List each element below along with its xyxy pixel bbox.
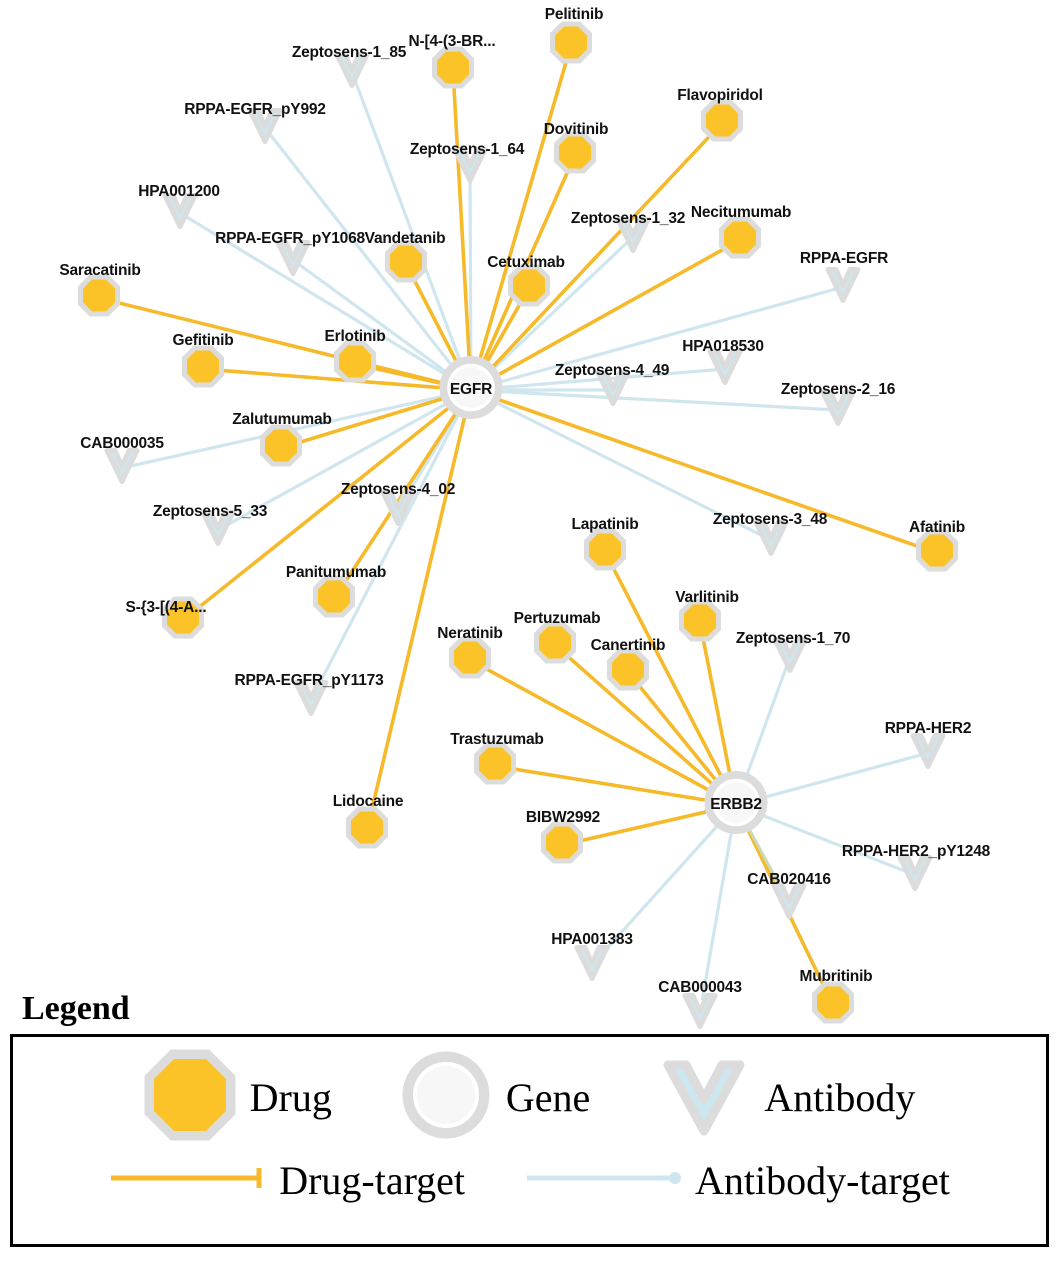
drug-node[interactable] bbox=[334, 341, 376, 388]
drug-label: Pertuzumab bbox=[513, 610, 601, 627]
antibody-node[interactable] bbox=[823, 263, 863, 312]
drug-node[interactable] bbox=[719, 217, 761, 264]
antibody-label: Zeptosens-1_85 bbox=[291, 44, 407, 61]
antibody-chevron-icon bbox=[658, 1049, 750, 1146]
legend-item-antibody-target bbox=[525, 1157, 950, 1204]
drug-node[interactable] bbox=[541, 822, 583, 869]
antibody-label: RPPA-EGFR_pY1173 bbox=[234, 672, 384, 689]
drug-node[interactable] bbox=[701, 100, 743, 147]
drug-node[interactable] bbox=[474, 743, 516, 790]
edge bbox=[453, 70, 471, 390]
drug-node[interactable] bbox=[313, 576, 355, 623]
gene-label: EGFR bbox=[449, 381, 493, 398]
antibody-label: RPPA-EGFR bbox=[799, 250, 889, 267]
drug-label: Neratinib bbox=[437, 625, 503, 642]
antibody-label: HPA001200 bbox=[138, 183, 220, 200]
legend-item-drug bbox=[144, 1049, 332, 1146]
drug-label: Necitumumab bbox=[690, 204, 792, 221]
drug-node[interactable] bbox=[449, 637, 491, 684]
drug-node[interactable] bbox=[182, 346, 224, 393]
drug-label: Canertinib bbox=[590, 637, 666, 654]
drug-label: Varlitinib bbox=[675, 589, 739, 606]
drug-label: Saracatinib bbox=[59, 262, 141, 279]
legend-label-drug: Drug bbox=[249, 1074, 332, 1120]
antibody-label: Zeptosens-4_49 bbox=[554, 362, 670, 379]
drug-label: Lidocaine bbox=[332, 793, 404, 810]
legend-item-gene bbox=[400, 1049, 590, 1146]
antibody-label: Zeptosens-5_33 bbox=[152, 503, 268, 520]
drug-label: Dovitinib bbox=[543, 121, 609, 138]
drug-label: Pelitinib bbox=[544, 6, 604, 23]
gene-circle-icon bbox=[400, 1049, 492, 1146]
legend-label-antibody: Antibody bbox=[764, 1074, 916, 1120]
antibody-label: Zeptosens-1_64 bbox=[409, 141, 525, 158]
antibody-label: RPPA-EGFR_pY1068 bbox=[215, 230, 365, 247]
drug-node[interactable] bbox=[78, 275, 120, 322]
drug-label: Cetuximab bbox=[487, 254, 565, 271]
antibody-label: HPA018530 bbox=[682, 338, 764, 355]
drug-octagon-icon bbox=[144, 1049, 236, 1146]
antibody-target-edge-icon bbox=[525, 1165, 685, 1196]
gene-label: ERBB2 bbox=[710, 796, 762, 813]
legend-title: Legend bbox=[22, 990, 130, 1027]
antibody-label: Zeptosens-1_32 bbox=[570, 210, 686, 227]
legend-item-drug-target bbox=[109, 1157, 465, 1204]
antibody-label: Zeptosens-3_48 bbox=[712, 511, 828, 528]
drug-node[interactable] bbox=[260, 425, 302, 472]
drug-node[interactable] bbox=[607, 649, 649, 696]
drug-label: S-{3-[(4-A... bbox=[125, 599, 207, 616]
drug-label: Mubritinib bbox=[799, 968, 873, 985]
drug-label: Gefitinib bbox=[172, 332, 234, 349]
legend-label-drug-target: Drug-target bbox=[279, 1158, 466, 1203]
legend-label-antibody-target: Antibody-target bbox=[695, 1158, 950, 1203]
drug-label: BIBW2992 bbox=[525, 809, 601, 826]
drug-label: Erlotinib bbox=[324, 328, 386, 345]
drug-label: Panitumumab bbox=[285, 564, 387, 581]
antibody-label: CAB020416 bbox=[747, 871, 831, 888]
edge bbox=[471, 390, 937, 553]
drug-node[interactable] bbox=[432, 47, 474, 94]
drug-node[interactable] bbox=[584, 529, 626, 576]
antibody-label: CAB000043 bbox=[658, 979, 742, 996]
legend-label-gene: Gene bbox=[505, 1074, 591, 1120]
drug-label: Zalutumumab bbox=[232, 411, 332, 428]
drug-node[interactable] bbox=[346, 807, 388, 854]
drug-target-edge-icon bbox=[109, 1165, 269, 1196]
antibody-label: RPPA-HER2 bbox=[884, 720, 972, 737]
legend-box bbox=[10, 1034, 1049, 1247]
drug-node[interactable] bbox=[550, 22, 592, 69]
drug-label: Trastuzumab bbox=[450, 731, 544, 748]
drug-label: N-[4-(3-BR... bbox=[408, 33, 496, 50]
antibody-label: Zeptosens-4_02 bbox=[340, 481, 456, 498]
drug-label: Afatinib bbox=[908, 519, 966, 536]
drug-label: Lapatinib bbox=[571, 516, 639, 533]
antibody-label: CAB000035 bbox=[80, 435, 164, 452]
antibody-label: HPA001383 bbox=[551, 931, 633, 948]
legend bbox=[0, 990, 1059, 1247]
drug-label: Flavopiridol bbox=[677, 87, 763, 104]
drug-node[interactable] bbox=[534, 622, 576, 669]
antibody-label: RPPA-EGFR_pY992 bbox=[184, 101, 326, 118]
antibody-label: RPPA-HER2_pY1248 bbox=[841, 843, 991, 860]
antibody-label: Zeptosens-2_16 bbox=[780, 381, 896, 398]
antibody-label: Zeptosens-1_70 bbox=[735, 630, 851, 647]
legend-item-antibody bbox=[658, 1049, 915, 1146]
edge bbox=[311, 390, 471, 700]
edge bbox=[367, 390, 471, 830]
drug-label: Vandetanib bbox=[364, 230, 446, 247]
